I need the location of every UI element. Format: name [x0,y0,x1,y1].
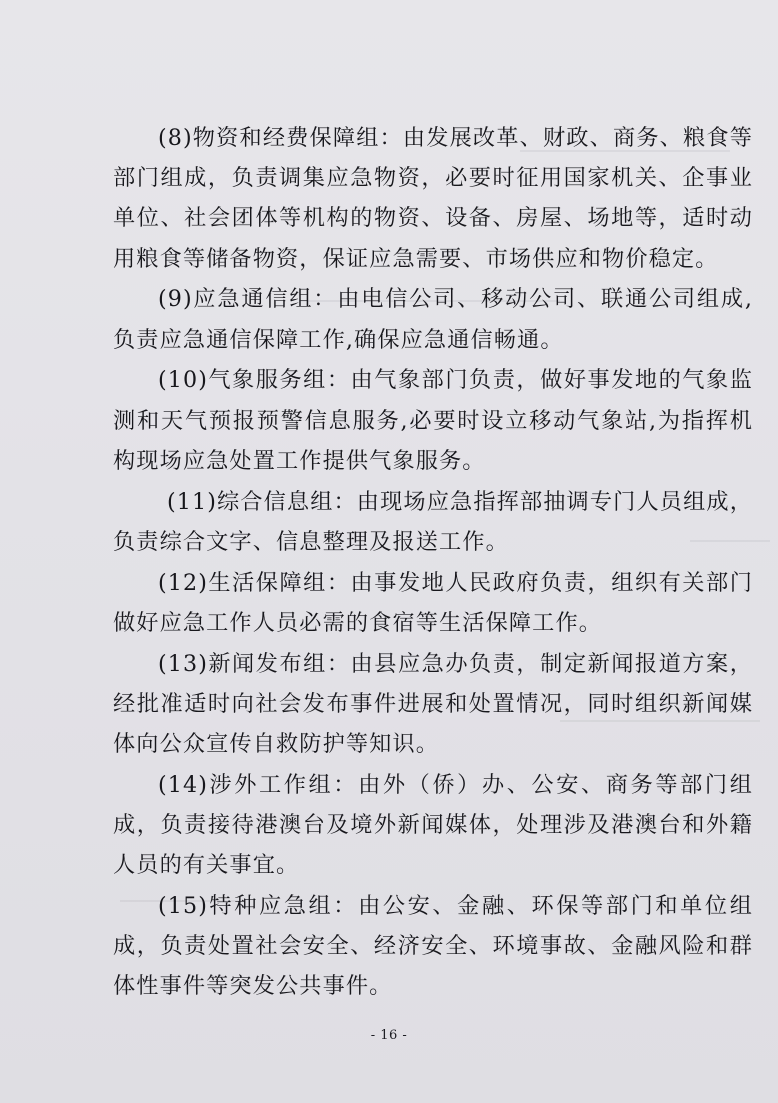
paragraph-11: (11)综合信息组：由现场应急指挥部抽调专门人员组成，负责综合文字、信息整理及报送工作。 [113,488,753,555]
page-number: - 16 - [370,1028,408,1043]
paragraph-10: (10)气象服务组：由气象部门负责，做好事发地的气象监测和天气预报预警信息服务,必要时设立移动气象站,为指挥机构现场应急处置工作提供气象服务。 [113,367,753,474]
paragraph-9: (9)应急通信组：由电信公司、移动公司、联通公司组成,负责应急通信保障工作,确保应急通信畅通。 [113,286,753,353]
paragraph-12: (12)生活保障组：由事发地人民政府负责，组织有关部门做好应急工作人员必需的食宿等生活保障工作。 [113,569,753,636]
paragraph-15: (15)特种应急组：由公安、金融、环保等部门和单位组成，负责处置社会安全、经济安全、环境事故、金融风险和群体性事件等突发公共事件。 [113,893,753,1000]
paragraph-14: (14)涉外工作组：由外（侨）办、公安、商务等部门组成，负责接待港澳台及境外新闻媒体，处理涉及港澳台和外籍人员的有关事宜。 [113,771,753,879]
document-body [113,118,753,1007]
paragraph-13: (13)新闻发布组：由县应急办负责，制定新闻报道方案，经批准适时向社会发布事件进展和处置情况，同时组织新闻媒体向公众宣传自救防护等知识。 [113,650,753,758]
paragraph-8: (8)物资和经费保障组：由发展改革、财政、商务、粮食等部门组成，负责调集应急物资，必要时征用国家机关、企事业单位、社会团体等机构的物资、设备、房屋、场地等，适时动用粮食等储备物资，保证应急需要、市场供应和物价稳定。 [113,125,753,272]
